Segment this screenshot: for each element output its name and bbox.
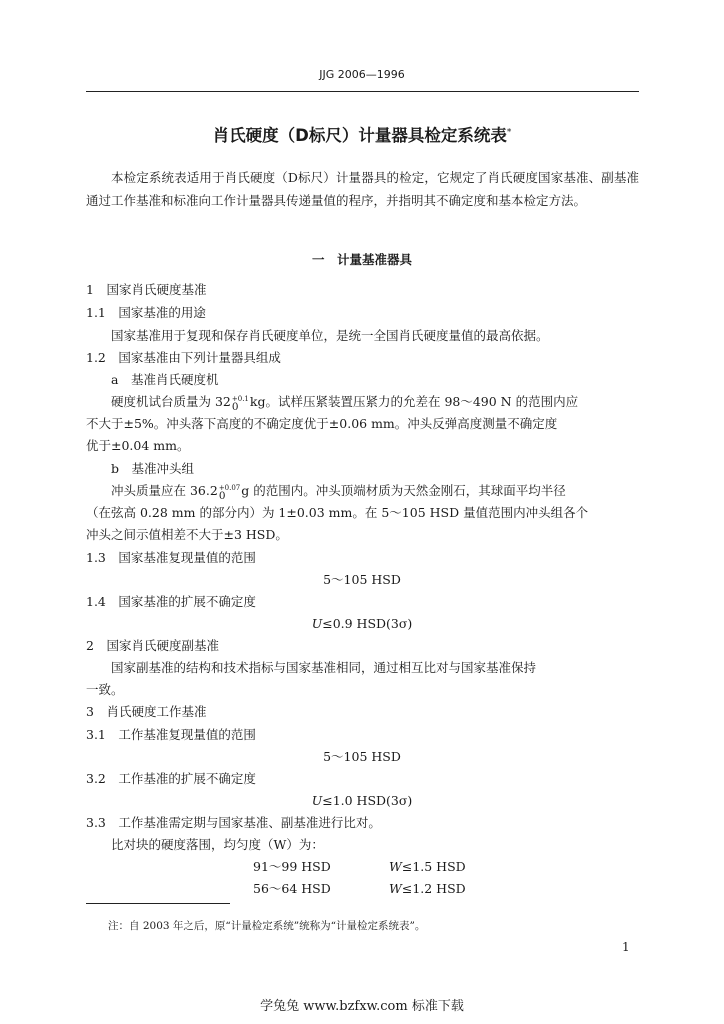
header-rule [86,91,639,92]
work-uncertainty-symbol: U [311,793,323,808]
clause-3-1-value: 5～105 HSD [323,749,401,764]
indenter-mass-prefix: 冲头质量应在 36.2 [111,483,218,498]
clause-2: 2 国家肖氏硬度副基准 [86,638,219,653]
clause-2-line2: 一致。 [86,682,124,697]
mass-suffix: kg。试样压紧装置压紧力的允差在 98～490 N 的范围内应 [249,394,579,409]
uncertainty-limit: ≤0.9 HSD(3σ) [322,616,413,631]
page-number: 1 [622,940,630,954]
uniformity-symbol: W [389,881,402,896]
clause-3-1: 3.1 工作基准复现量值的范围 [86,727,256,742]
table-range-cell: 56～64 HSD [253,881,331,896]
clause-1-4: 1.4 国家基准的扩展不确定度 [86,594,256,609]
clause-1-3-value: 5～105 HSD [323,572,401,587]
clause-1-2: 1.2 国家基准由下列计量器具组成 [86,350,281,365]
table-range-cell: 91～99 HSD [253,859,331,874]
document-title [0,122,724,146]
clause-1-2-a-line3: 优于±0.04 mm。 [86,438,190,453]
work-uncertainty-limit: ≤1.0 HSD(3σ) [322,793,413,808]
clause-3: 3 肖氏硬度工作基准 [86,704,207,719]
indenter-tolerance-lower: 0 [218,489,226,502]
title-text: 肖氏硬度（D标尺）计量器具检定系统表 [212,126,507,145]
table-limit-cell: ≤1.5 HSD [401,859,466,874]
indenter-mass-suffix: g 的范围内。冲头顶端材质为天然金刚石，其球面平均半径 [241,483,566,498]
clause-1-2-b-line2: （在弦高 0.28 mm 的部分内）为 1±0.03 mm。在 5～105 HSD 量值范围内冲头组各个 [86,505,589,520]
watermark-footer: 学兔兔 www.bzfxw.com 标准下载 [260,999,464,1014]
clause-3-2: 3.2 工作基准的扩展不确定度 [86,771,256,786]
table-limit-cell: ≤1.2 HSD [401,881,466,896]
uniformity-symbol: W [389,859,402,874]
mass-tolerance-lower: 0 [231,400,239,413]
intro-paragraph: 本检定系统表适用于肖氏硬度（D标尺）计量器具的检定，它规定了肖氏硬度国家基准、副基准通过工作基准和标准向工作计量器具传递量值的程序，并指明其不确定度和基本检定方法。 [86,170,639,208]
clause-1-2-a: a 基准肖氏硬度机 [111,372,219,387]
indenter-tolerance-upper: +0.07 [218,483,241,492]
clause-3-3-text: 比对块的硬度落围，均匀度（W）为： [111,837,324,852]
clause-1-1: 1.1 国家基准的用途 [86,305,206,320]
clause-1: 1 国家肖氏硬度基准 [86,282,207,297]
clause-1-2-b-line1 [111,483,566,500]
footnote: 注：自 2003 年之后，原“计量检定系统”统称为“计量检定系统表”。 [108,920,426,932]
clause-1-2-b: b 基准冲头组 [111,461,195,476]
clause-1-1-text: 国家基准用于复现和保存肖氏硬度单位，是统一全国肖氏硬度量值的最高依据。 [111,328,549,343]
clause-1-2-a-line2: 不大于±5%。冲头落下高度的不确定度优于±0.06 mm。冲头反弹高度测量不确定度 [86,416,558,431]
uncertainty-symbol: U [311,616,323,631]
document-code-header: JJG 2006—1996 [319,68,405,81]
title-footnote-mark: * [506,127,512,138]
table-row [253,881,331,897]
section-heading-1: 一 计量基准器具 [311,252,412,267]
mass-prefix: 硬度机试台质量为 32 [111,394,231,409]
clause-1-2-a-line1 [111,394,578,411]
table-row [253,859,331,875]
footnote-rule [86,903,230,904]
clause-3-2-value [0,793,724,809]
clause-1-4-value [0,616,724,632]
mass-tolerance-upper: +0.1 [231,394,249,403]
table-row-limit [389,881,466,897]
clause-2-line1: 国家副基准的结构和技术指标与国家基准相同，通过相互比对与国家基准保持 [111,660,537,675]
clause-3-3: 3.3 工作基准需定期与国家基准、副基准进行比对。 [86,815,381,830]
table-row-limit [389,859,466,875]
clause-1-2-b-line3: 冲头之间示值相差不大于±3 HSD。 [86,527,288,542]
clause-1-3: 1.3 国家基准复现量值的范围 [86,550,256,565]
